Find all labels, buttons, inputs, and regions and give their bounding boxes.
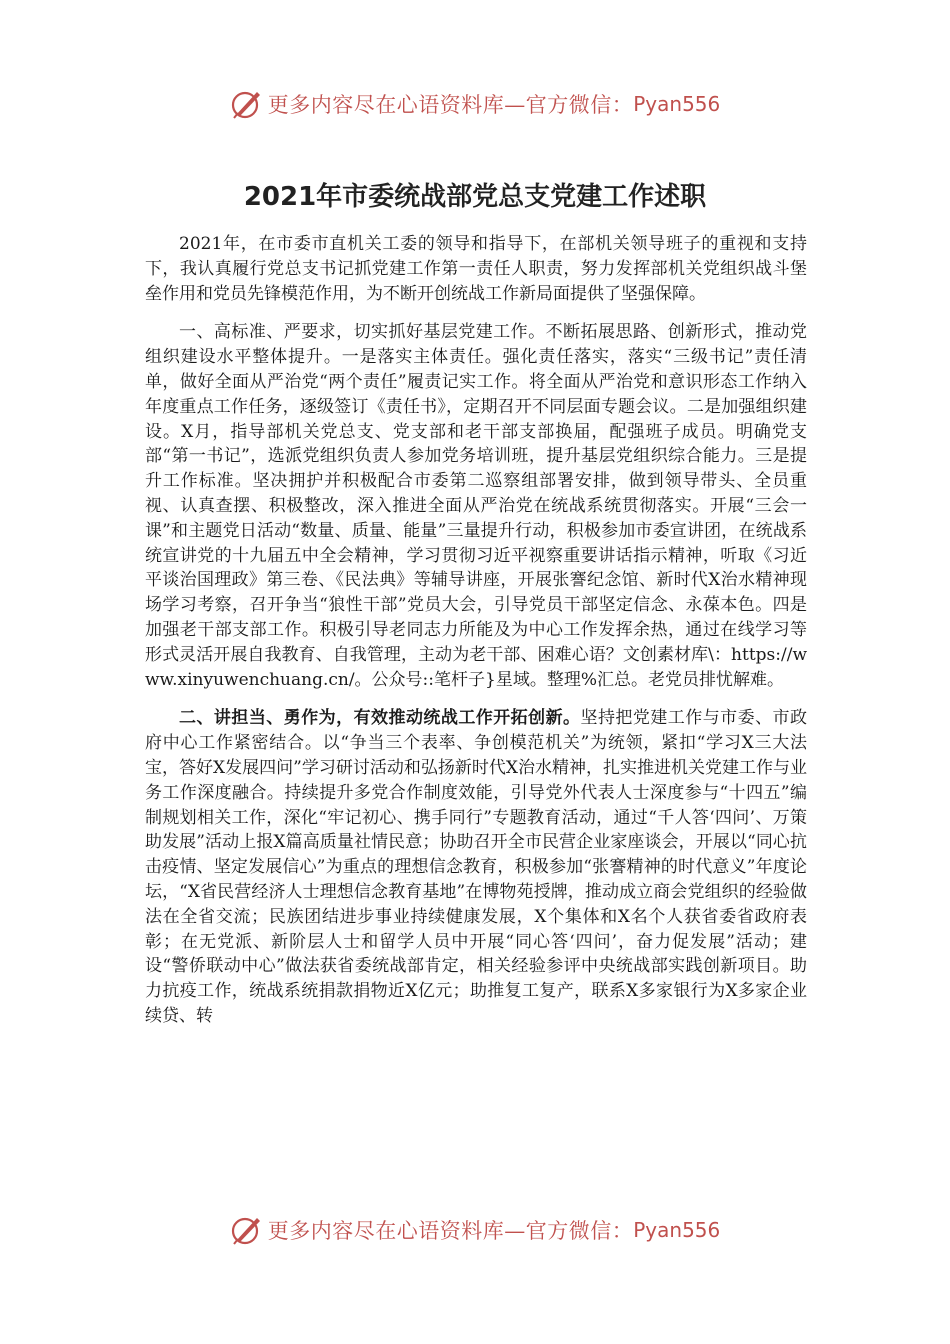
quill-logo-icon xyxy=(230,87,264,121)
paragraph-section-two xyxy=(145,706,807,1028)
section-heading: 二、讲担当、勇作为，有效推动统战工作开拓创新。 xyxy=(179,708,581,729)
paragraph-text: 一、高标准、严要求，切实抓好基层党建工作。不断拓展思路、创新形式，推动党组织建设水平整体提升。一是落实主体责任。强化责任落实，落实“三级书记”责任清单，做好全面从严治党“两个责任”履责记实工作。将全面从严治党和意识形态工作纳入年度重点工作任务，逐级签订《责任书》，定期召开不同层面专题会议。二是加强组织建设。X月，指导部机关党总支、党支部和老干部支部换届，配强班子成员。明确党支部“第一书记”，选派党组织负责人参加党务培训班，提升基层党组织综合能力。三是提升工作标准。坚决拥护并积极配合市委第二巡察组部署安排，做到领导带头、全员重视、认真查摆、积极整改，深入推进全面从严治党在统战系统贯彻落实。开展“三会一课”和主题党日活动“数量、质量、能量”三量提升行动，积极参加市委宣讲团，在统战系统宣讲党的十九届五中全会精神，学习贯彻习近平视察重要讲话指示精神，听取《习近平谈治国理政》第三卷、《民法典》等辅导讲座，开展张謇纪念馆、新时代X治水精神现场学习考察，召开争当“狼性干部”党员大会，引导党员干部坚定信念、永葆本色。四是加强老干部支部工作。积极引导老同志力所能及为中心工作发挥余热，通过在线学习等形式灵活开展自我教育、自我管理，主动为老干部、困难心语？文创素材库\：https://www.xinyuwenchuang.cn/。公众号::笔杆子}星域。整理%汇总。老党员排忧解难。 xyxy=(145,322,807,690)
banner-text: 更多内容尽在心语资料库—官方微信： xyxy=(267,1219,634,1243)
banner-wechat-handle: Pyan556 xyxy=(633,1218,721,1242)
paragraph-section-one xyxy=(145,320,807,692)
quill-logo-icon xyxy=(230,1213,264,1247)
footer-watermark-banner xyxy=(0,1208,950,1252)
document-body xyxy=(145,232,807,1043)
header-watermark-banner xyxy=(0,82,950,126)
paragraph-text: 坚持把党建工作与市委、市政府中心工作紧密结合。以“争当三个表率、争创模范机关”为统领，紧扣“学习X三大法宝，答好X发展四问”学习研讨活动和弘扬新时代X治水精神，扎实推进机关党建工作与业务工作深度融合。持续提升多党合作制度效能，引导党外代表人士深度参与“十四五”编制规划相关工作，深化“牢记初心、携手同行”专题教育活动，通过“千人答‘四问’、万策助发展”活动上报X篇高质量社情民意；协助召开全市民营企业家座谈会，开展以“同心抗击疫情、坚定发展信心”为重点的理想信念教育，积极参加“张謇精神的时代意义”年度论坛，“X省民营经济人士理想信念教育基地”在博物苑授牌，推动成立商会党组织的经验做法在全省交流；民族团结进步事业持续健康发展，X个集体和X名个人获省委省政府表彰；在无党派、新阶层人士和留学人员中开展“同心答‘四问’，奋力促发展”活动；建设“警侨联动中心”做法获省委统战部肯定，相关经验参评中央统战部实践创新项目。助力抗疫工作，统战系统捐款捐物近X亿元；助推复工复产，联系X多家银行为X多家企业续贷、转 xyxy=(145,708,808,1026)
paragraph-intro xyxy=(145,232,807,306)
page-title: 2021年市委统战部党总支党建工作述职 xyxy=(243,182,707,212)
banner-wechat-handle: Pyan556 xyxy=(633,92,721,116)
paragraph-text: 2021年，在市委市直机关工委的领导和指导下，在部机关领导班子的重视和支持下，我认真履行党总支书记抓党建工作第一责任人职责，努力发挥部机关党组织战斗堡垒作用和党员先锋模范作用，为不断开创统战工作新局面提供了坚强保障。 xyxy=(145,234,807,304)
banner-text: 更多内容尽在心语资料库—官方微信： xyxy=(267,93,634,117)
